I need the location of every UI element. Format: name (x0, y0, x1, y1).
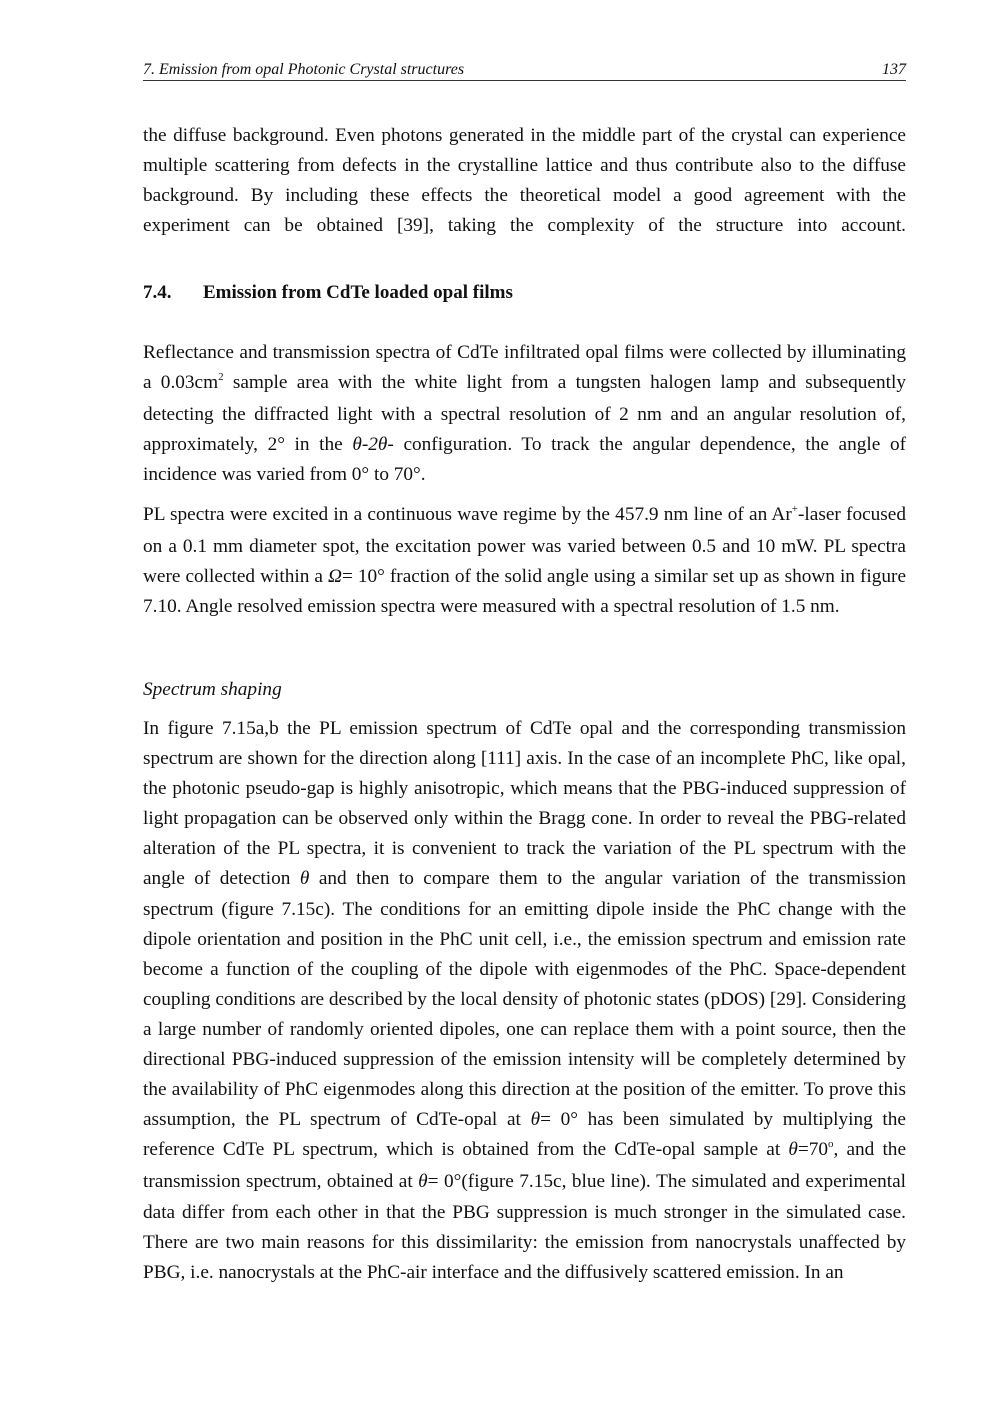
theta-symbol: θ (418, 1171, 428, 1193)
paragraph-reflectance-setup: Reflectance and transmission spectra of CdTe infiltrated opal films were collected by illuminating a $0.03cm^2$ sample area with the white light from a tungsten halogen lamp and subsequently detecting the diffracted light with a spectral resolution of 2 nm and an angular resolution of, approximately, 2° in the θ-2θ- configuration. To track the angular dependence, the angle of incidence was varied from 0° to 70°. (143, 342, 907, 486)
theta-2theta-symbol: θ-2θ- (352, 434, 394, 456)
paragraph-diffuse-background: the diffuse background. Even photons generated in the middle part of the crystal can experience multiple scattering from defects in the crystalline lattice and thus contribute also to the diffuse background. By including these effects the theoretical model a good agreement with the experiment can be obtained [39], taking the complexity of the structure into account. (143, 125, 906, 237)
theta-symbol: θ (788, 1139, 798, 1161)
page-number: 137 (882, 61, 906, 78)
theta-symbol: θ (299, 868, 310, 890)
paragraph-pl-excitation: PL spectra were excited in a continuous wave regime by the 457.9 nm line of an Ar+-laser focused on a 0.1 mm diameter spot, the excitation power was varied between 0.5 and 10 mW. PL spectra were collected within a Ω= 10° fraction of the solid angle using a similar set up as shown in figure 7.10. Angle resolved emission spectra were measured with a spectral resolution of 1.5 nm. (143, 503, 907, 618)
paragraph-spectrum-shaping: In figure 7.15a,b the PL emission spectrum of CdTe opal and the corresponding transmission spectrum are shown for the direction along [111] axis. In the case of an incomplete PhC, like opal, the photonic pseudo-gap is highly anisotropic, which means that the PBG-induced suppression of light propagation can be observed only within the Bragg cone. In order to reveal the PBG-related alteration of the PL spectra, it is convenient to track the variation of the PL spectrum with the angle of detection θ and then to compare them to the angular variation of the transmission spectrum (figure 7.15c). The conditions for an emitting dipole inside the PhC change with the dipole orientation and position in the PhC unit cell, i.e., the emission spectrum and emission rate become a function of the coupling of the dipole with eigenmodes of the PhC. Space-dependent coupling conditions are described by the local density of photonic states (pDOS) [29]. Considering a large number of randomly oriented dipoles, one can replace them with a point source, then the directional PBG-induced suppression of the emission intensity will be completely determined by the availability of PhC eigenmodes along this direction at the position of the emitter. To prove this assumption, the PL spectrum of CdTe-opal at θ= 0° has been simulated by multiplying the reference CdTe PL spectrum, which is obtained from the CdTe-opal sample at $\theta=70^o$, and the transmission spectrum, obtained at θ= 0°(figure 7.15c, blue line). The simulated and experimental data differ from each other in that the PBG suppression is much stronger in the simulated case. There are two main reasons for this dissimilarity: the emission from nanocrystals unaffected by PBG, i.e. nanocrystals at the PhC-air interface and the diffusively scattered emission. In an (143, 718, 907, 1283)
subsection-heading: Spectrum shaping (143, 679, 282, 700)
section-number: 7.4. (143, 282, 172, 303)
omega-symbol: Ω (327, 566, 342, 588)
running-header (143, 60, 906, 81)
section-heading (143, 280, 513, 306)
chapter-title: 7. Emission from opal Photonic Crystal structures (143, 61, 465, 78)
theta-symbol: θ (530, 1109, 541, 1131)
section-title: Emission from CdTe loaded opal films (203, 282, 513, 303)
